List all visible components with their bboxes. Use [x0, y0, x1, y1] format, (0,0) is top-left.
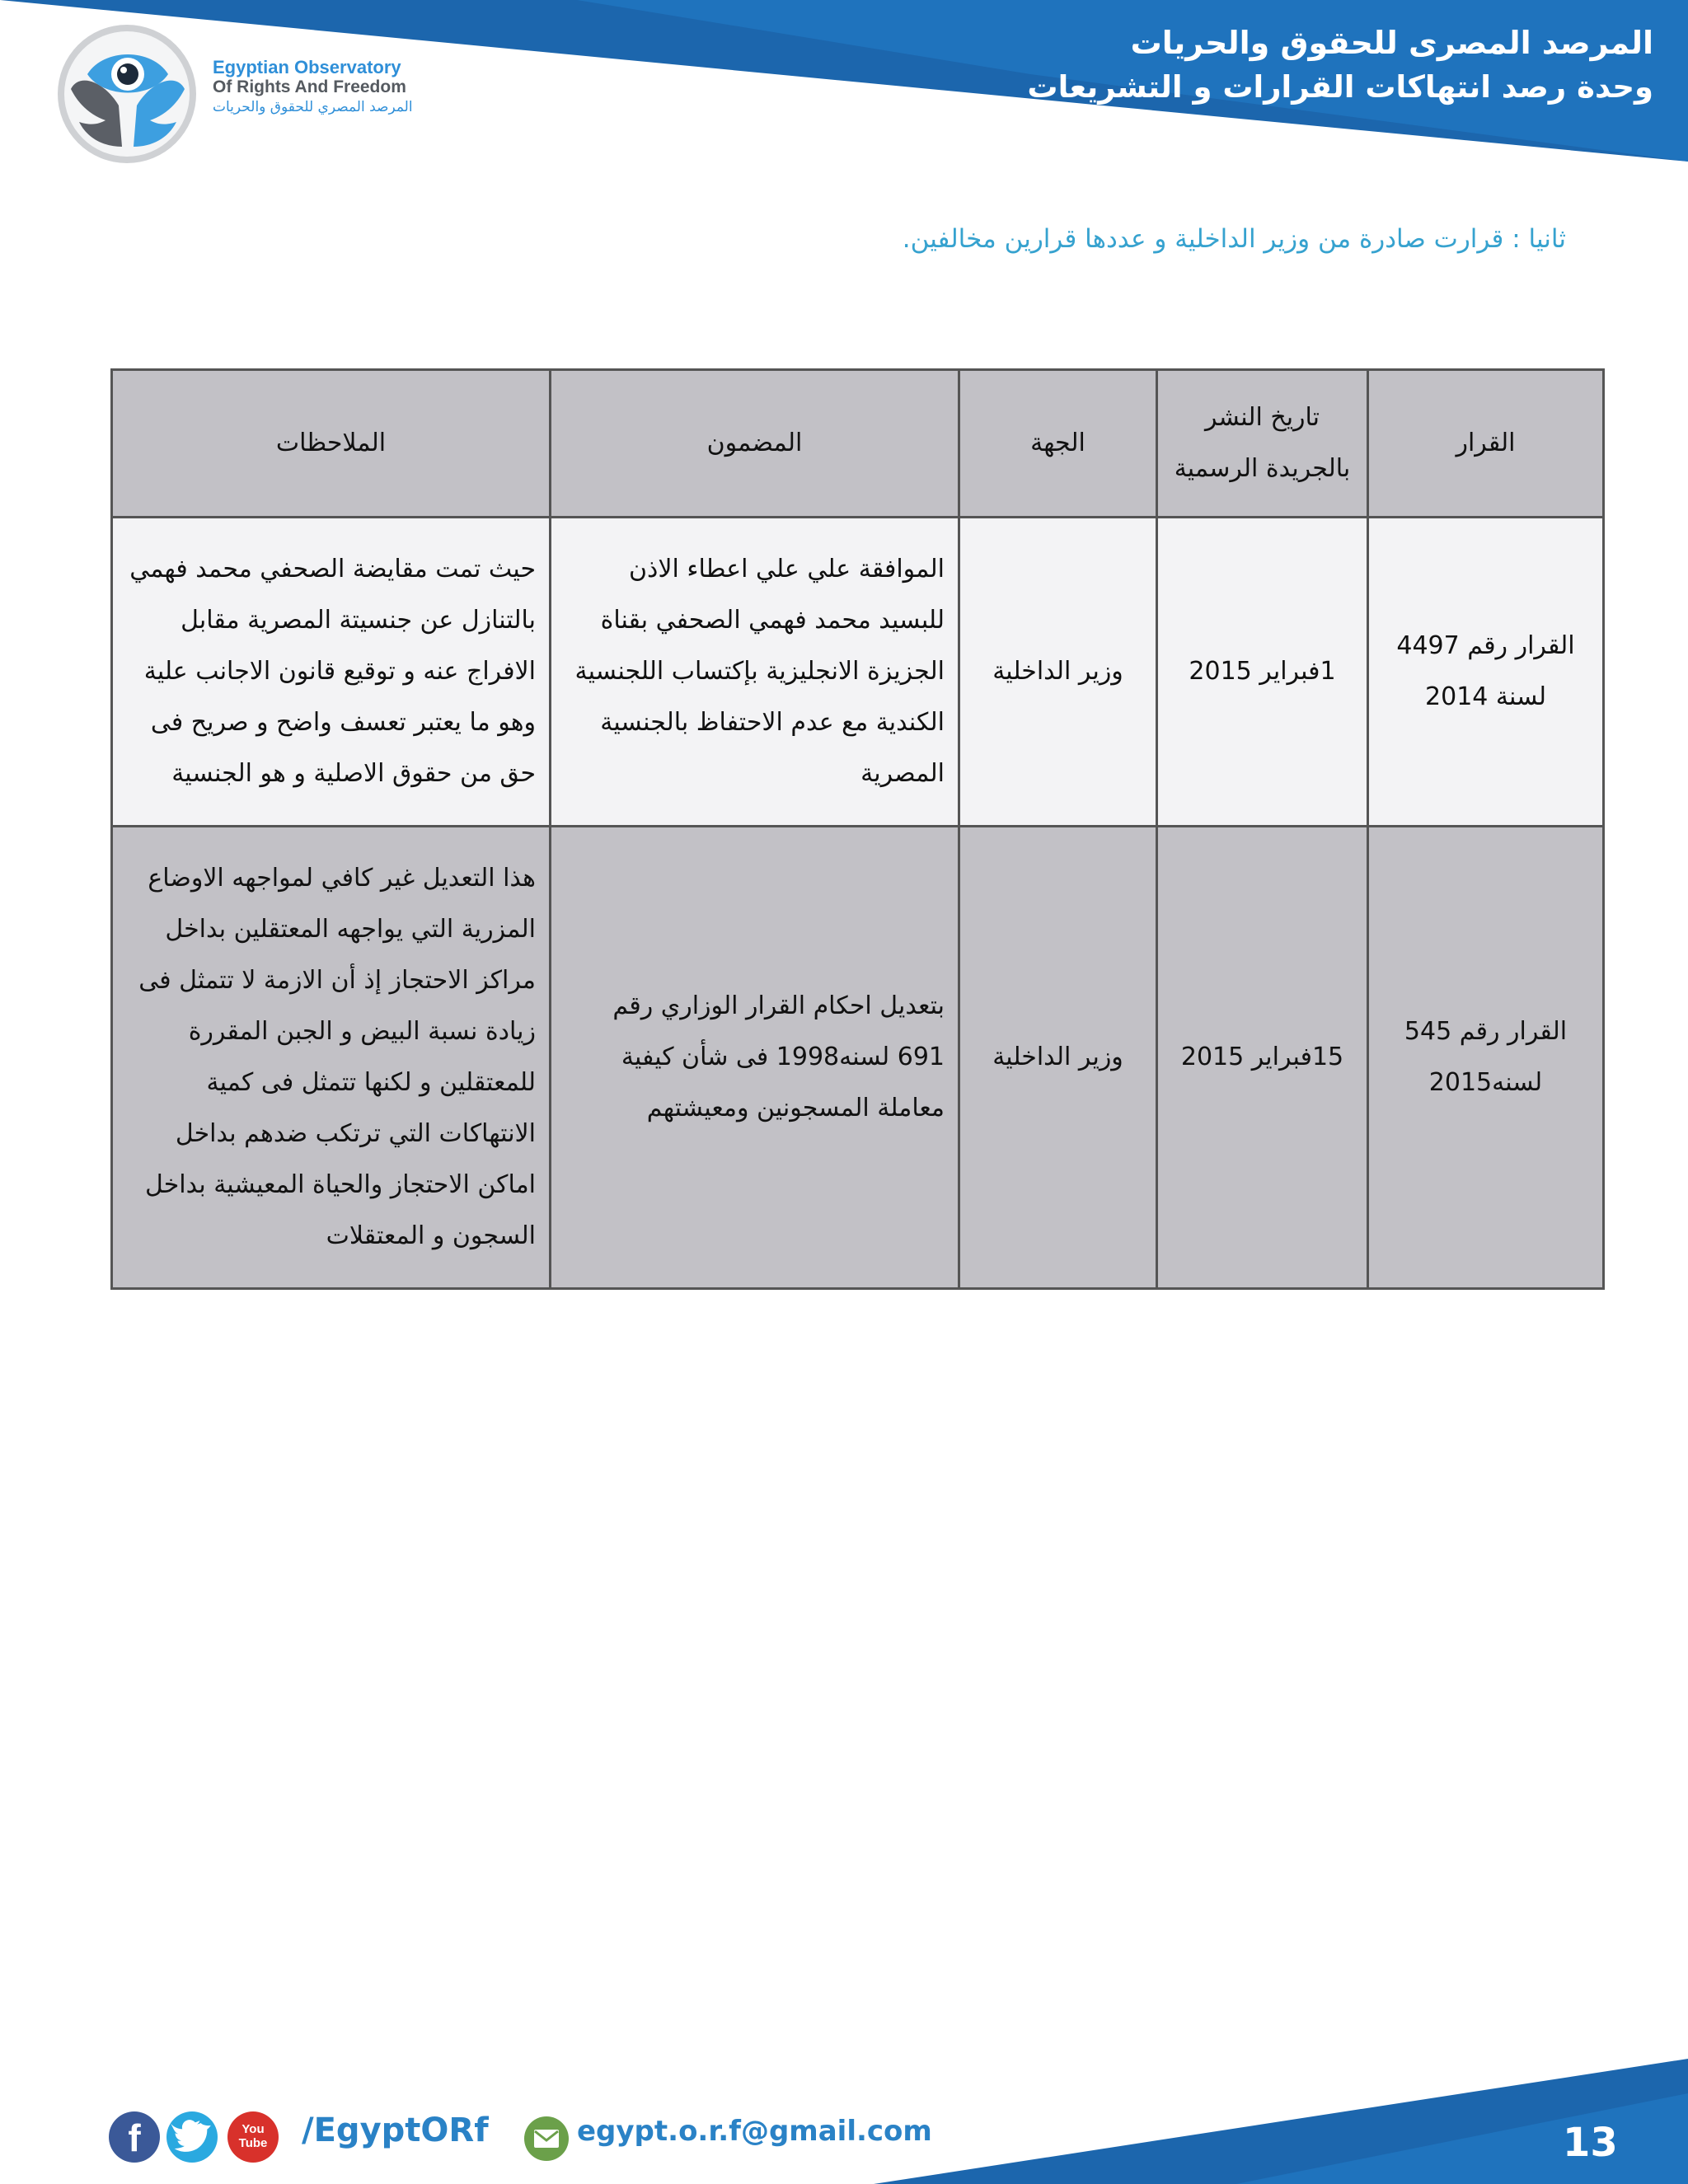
social-handle-link[interactable]: /EgyptORf [302, 2111, 489, 2149]
email-link[interactable]: egypt.o.r.f@gmail.com [577, 2115, 932, 2148]
logo-english-line2: Of Rights And Freedom [213, 77, 406, 96]
youtube-icon[interactable]: You Tube [227, 2111, 279, 2163]
cell-date: 1فبراير 2015 [1157, 518, 1368, 827]
cell-decision: القرار رقم 545 لسنه2015 [1368, 827, 1604, 1289]
twitter-icon[interactable] [166, 2111, 218, 2163]
cell-content: الموافقة علي علي اعطاء الاذن للبسيد محمد فهمي الصحفي بقناة الجزيزة الانجليزية بإكتساب اللجنسية الكندية مع عدم الاحتفاظ بالجنسية المصرية [551, 518, 959, 827]
cell-decision: القرار رقم 4497 لسنة 2014 [1368, 518, 1604, 827]
twitter-bird-glyph [166, 2111, 218, 2163]
column-header-notes: الملاحظات [112, 370, 551, 518]
column-header-decision: القرار [1368, 370, 1604, 518]
table-row [112, 518, 1604, 827]
email-icon [524, 2116, 569, 2161]
organization-name: المرصد المصرى للحقوق والحريات [1130, 25, 1653, 61]
cell-notes: هذا التعديل غير كافي لمواجهه الاوضاع المزرية التي يواجهه المعتقلين بداخل مراكز الاحتجاز إذ أن الازمة لا تتمثل فى زيادة نسبة البيض و الجبن المقررة للمعتقلين و لكنها تتمثل فى كمية الانتهاكات التي ترتكب ضدهم بداخل اماكن الاحتجاز والحياة المعيشية بداخل السجون و المعتقلات [112, 827, 551, 1289]
column-header-authority: الجهة [959, 370, 1157, 518]
header-title-block [1027, 20, 1653, 109]
column-header-content: المضمون [551, 370, 959, 518]
table-header-row [112, 370, 1604, 518]
column-header-publish-date: تاريخ النشر بالجريدة الرسمية [1157, 370, 1368, 518]
cell-content: بتعديل احكام القرار الوزاري رقم 691 لسنه1998 فى شأن كيفية معاملة المسجونين ومعيشتهم [551, 827, 959, 1289]
cell-notes: حيث تمت مقايضة الصحفي محمد فهمي بالتنازل عن جنسيتة المصرية مقابل الافراج عنه و توقيع قانون الاجانب علية وهو ما يعتبر تعسف واضح و صريح فى حق من حقوق الاصلية و هو الجنسية [112, 518, 551, 827]
page-number: 13 [1563, 2120, 1618, 2166]
cell-authority: وزير الداخلية [959, 827, 1157, 1289]
envelope-glyph [533, 2129, 560, 2149]
eye-hands-logo-icon [54, 23, 203, 163]
section-title: ثانيا : قرارت صادرة من وزير الداخلية و عددها قرارين مخالفين. [902, 224, 1566, 254]
facebook-icon[interactable]: f [109, 2111, 160, 2163]
unit-name: وحدة رصد انتهاكات القرارات و التشريعات [1027, 69, 1653, 105]
logo-arabic-line: المرصد المصري للحقوق والحريات [213, 99, 413, 115]
logo-text [213, 58, 413, 117]
cell-authority: وزير الداخلية [959, 518, 1157, 827]
table-row [112, 827, 1604, 1289]
decisions-table [110, 368, 1605, 1290]
cell-date: 15فبراير 2015 [1157, 827, 1368, 1289]
logo-english-line1: Egyptian Observatory [213, 57, 401, 77]
